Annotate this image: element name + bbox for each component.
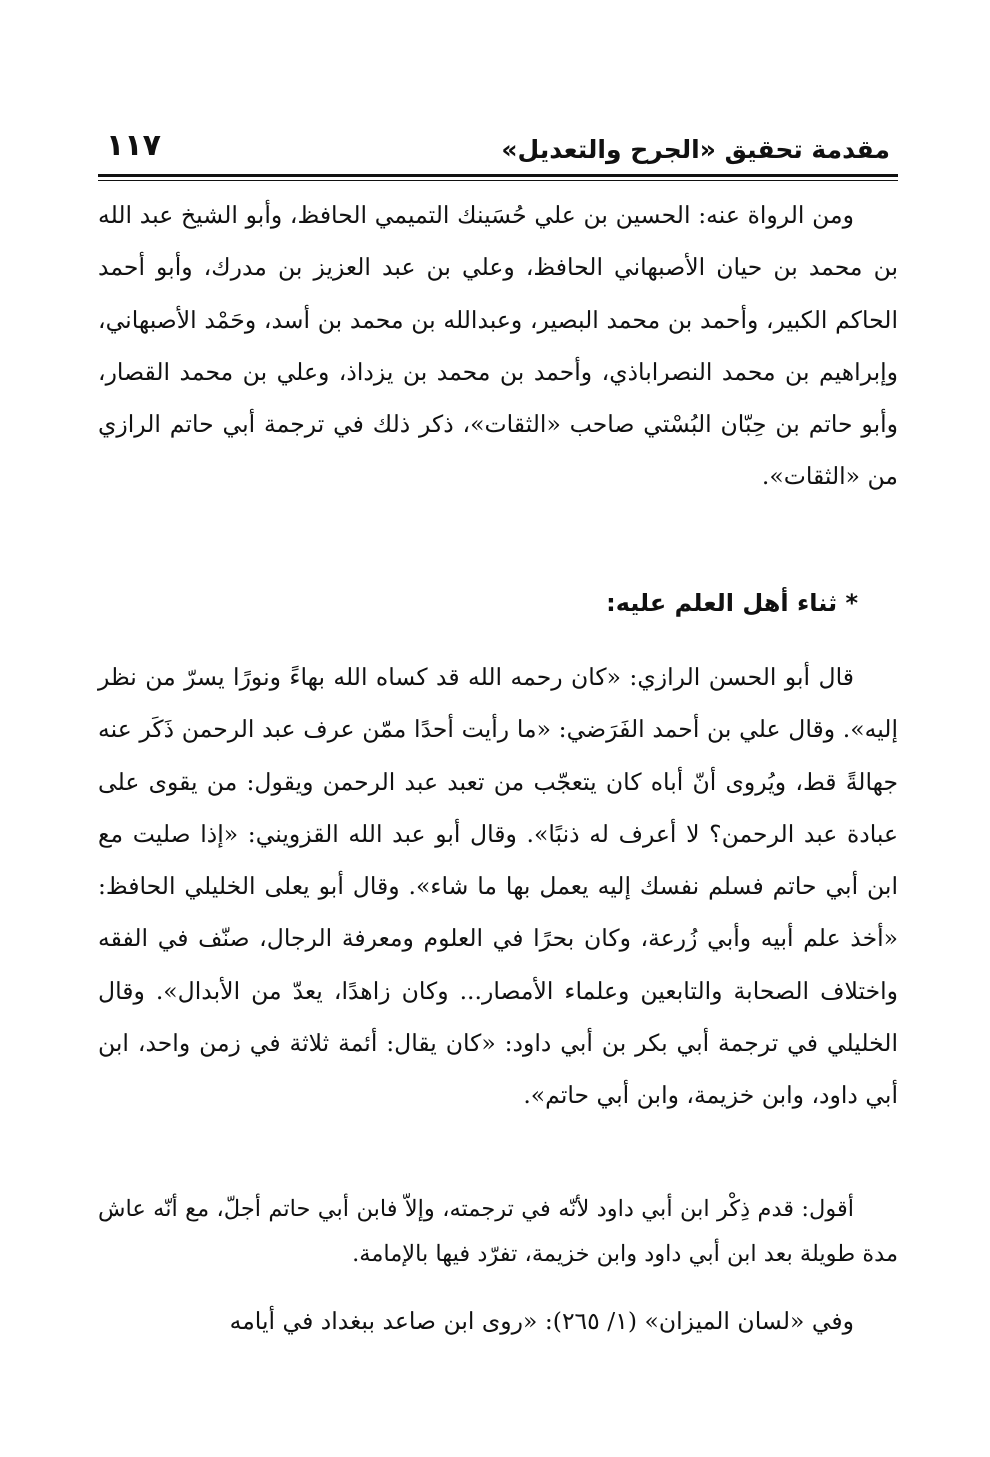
paragraph-praise: قال أبو الحسن الرازي: «كان رحمه الله قد كساه الله بهاءً ونورًا يسرّ من نظر إليه». وقال علي بن أحمد الفَرَضي: «ما رأيت أحدًا ممّن عرف عبد الرحمن ذَكَر عنه جهالةً قط، ويُروى أنّ أباه كان يتعجّب من تعبد عبد الرحمن ويقول: من يقوى على عبادة عبد الرحمن؟ لا أعرف له ذنبًا». وقال أبو عبد الله القزويني: «إذا صليت مع ابن أبي حاتم فسلم نفسك إليه يعمل بها ما شاء». وقال أبو يعلى الخليلي الحافظ: «أخذ علم أبيه وأبي زُرعة، وكان بحرًا في العلوم ومعرفة الرجال، صنّف في الفقه واختلاف الصحابة والتابعين وعلماء الأمصار... وكان زاهدًا، يعدّ من الأبدال». وقال الخليلي في ترجمة أبي بكر بن أبي داود: «كان يقال: أئمة ثلاثة في زمن واحد، ابن أبي داود، وابن خزيمة، وابن أبي حاتم». (98, 663, 898, 1110)
header-rule-thick (98, 174, 898, 177)
running-title: مقدمة تحقيق «الجرح والتعديل» (501, 135, 890, 164)
paragraph-narrators: ومن الرواة عنه: الحسين بن علي حُسَينك التميمي الحافظ، وأبو الشيخ عبد الله بن محمد بن حيان الأصبهاني الحافظ، وعلي بن عبد العزيز بن مدرك، وأبو أحمد الحاكم الكبير، وأحمد بن محمد البصير، وعبدالله بن محمد بن أسد، وحَمْد الأصبهاني، وإبراهيم بن محمد النصراباذي، وأحمد بن محمد بن يزداذ، وعلي بن محمد القصار، وأبو حاتم بن حِبّان البُسْتي صاحب «الثقات»، ذكر ذلك في ترجمة أبي حاتم الرازي من «الثقات». (98, 201, 898, 491)
page-header (98, 120, 898, 172)
header-rule-thin (98, 180, 898, 181)
page-body (98, 189, 898, 1347)
paragraph-lisan-al-mizan: وفي «لسان الميزان» (١/ ٢٦٥): «روى ابن صاعد ببغداد في أيامه (229, 1307, 854, 1335)
page-number: ١١٧ (106, 128, 161, 163)
paragraph-comment: أقول: قدم ذِكْر ابن أبي داود لأنّه في ترجمته، وإلاّ فابن أبي حاتم أجلّ، مع أنّه عاش مدة طويلة بعد ابن أبي داود وابن خزيمة، تفرّد فيها بالإمامة. (98, 1196, 898, 1267)
section-heading-praise: * ثناء أهل العلم عليه: (606, 589, 858, 617)
book-page (98, 120, 898, 1400)
